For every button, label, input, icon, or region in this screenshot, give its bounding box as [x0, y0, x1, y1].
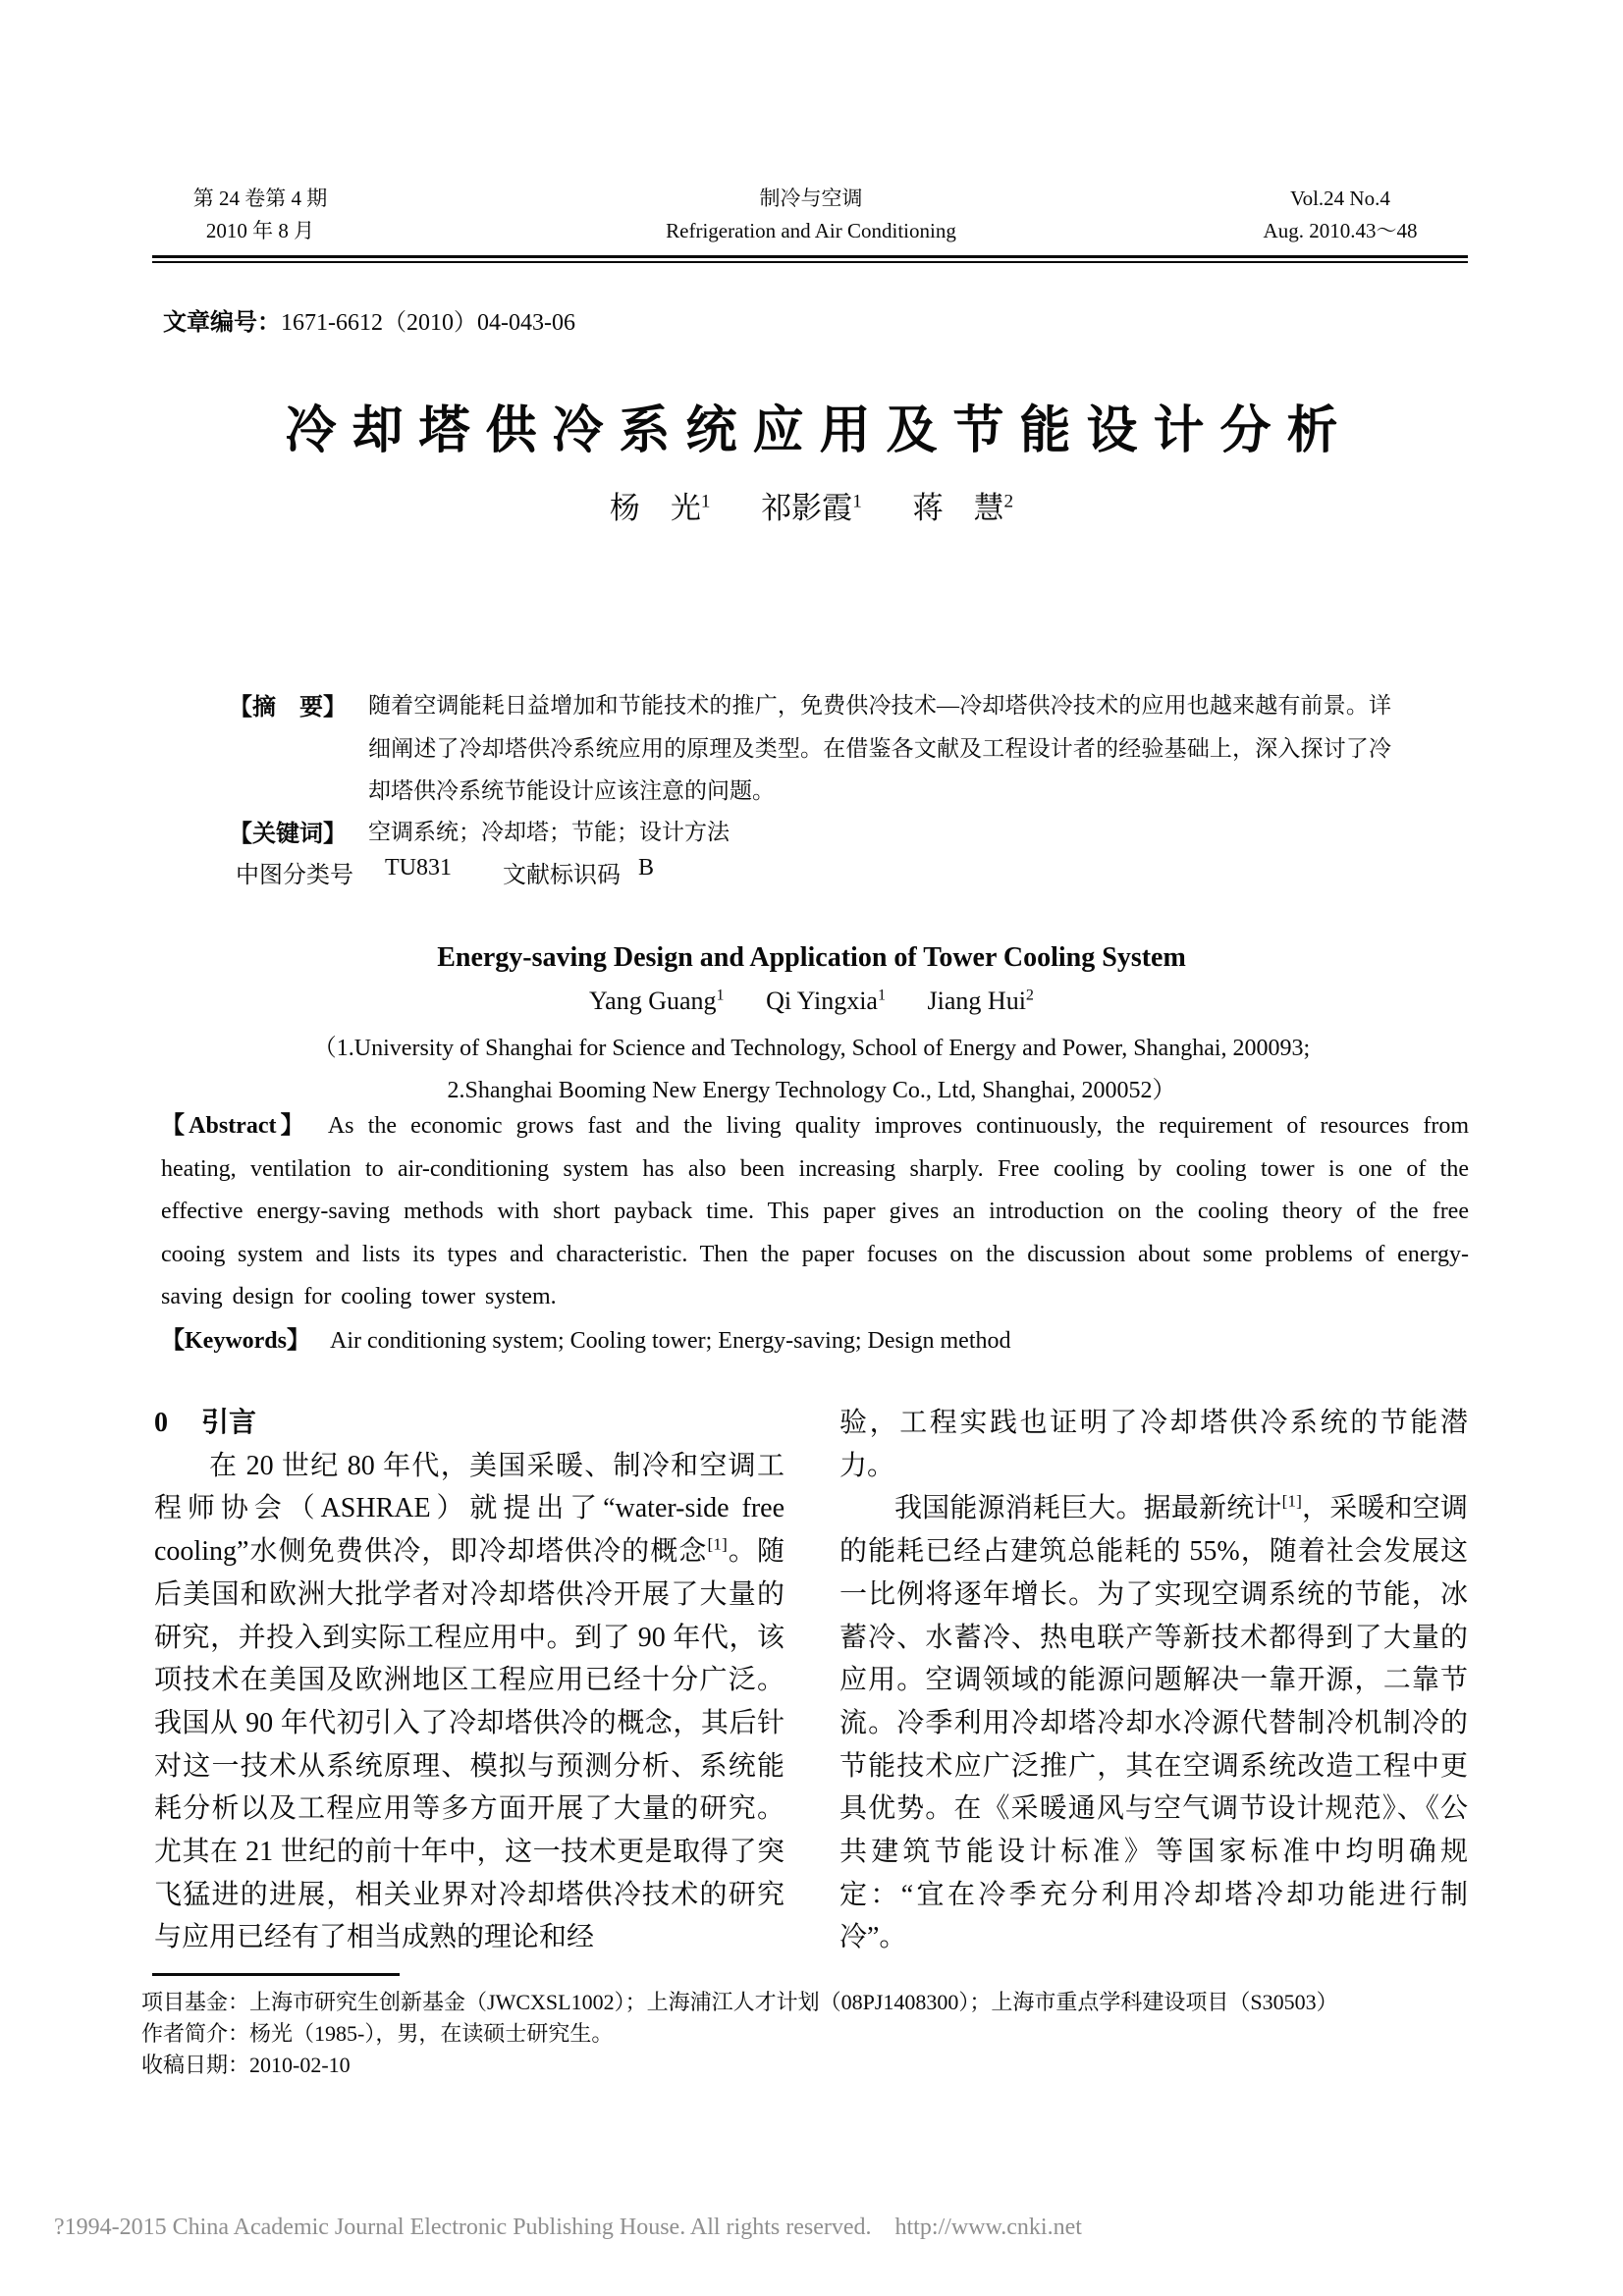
doc-code-value: B	[638, 855, 655, 881]
authors-en	[0, 987, 1623, 1016]
abstract-en-text: As the economic grows fast and the living quality improves continuously, the requirement of resources from heating, ventilation to air-conditioning system has also been increasing sharply. Free cooling by cooling tower is one of the effective energy-saving methods with short payback time. This paper gives an introduction on the cooling theory of the free cooing system and lists its types and characteristic. Then the paper focuses on the discussion about some problems of energy-saving design for cooling tower system.	[161, 1113, 1469, 1310]
keywords-cn-label: 【关键词】	[229, 822, 347, 847]
clc-value: TU831	[385, 855, 452, 881]
header-left	[147, 183, 373, 247]
author-en: Qi Yingxia$^1$	[766, 987, 887, 1015]
footnote-rule	[152, 1973, 400, 1976]
affiliation-1: （1.University of Shanghai for Science and Technology, School of Energy and Power, Shanghai, 200093;	[312, 1036, 1311, 1061]
author-cn: 蒋 慧$^2$	[912, 491, 1014, 525]
article-number-label: 文章编号：	[163, 310, 281, 336]
doc-code-label: 文献标识码	[503, 863, 621, 888]
intro-paragraph-2: 我国能源消耗巨大。据最新统计[1]，采暖和空调的能耗已经占建筑总能耗的 55%，随着社会发展这一比例将逐年增长。为了实现空调系统的节能，冰蓄冷、水蓄冷、热电联产等新技术都得到了大量的应用。空调领域的能源问题解决一靠开源，二靠节流。冷季利用冷却塔冷却水冷源代替制冷机制冷的节能技术应广泛推广，其在空调系统改造工程中更具优势。在《采暖通风与空气调节设计规范》、《公共建筑节能设计标准》等国家标准中均明确规定：“宜在冷季充分利用冷却塔冷却功能进行制冷”。	[839, 1492, 1468, 1953]
author-affil-sup: 2	[1025, 987, 1034, 1004]
cnki-watermark: ?1994-2015 China Academic Journal Electronic Publishing House. All rights reserved. http://www.cnki.net	[54, 2215, 1082, 2240]
header-date-cn: 2010 年 8 月	[205, 219, 315, 242]
body-left-column	[154, 1402, 784, 1959]
footnote-received-date: 收稿日期：2010-02-10	[141, 2053, 351, 2077]
intro-paragraph-1-continued: 验，工程实践也证明了冷却塔供冷系统的节能潜力。	[839, 1408, 1468, 1481]
abstract-cn-text: 随着空调能耗日益增加和节能技术的推广，免费供冷技术—冷却塔供冷技术的应用也越来越有前景。详细阐述了冷却塔供冷系统应用的原理及类型。在借鉴各文献及工程设计者的经验基础上，深入探讨了冷却塔供冷系统节能设计应该注意的问题。	[368, 693, 1391, 804]
keywords-cn-text: 空调系统；冷却塔；节能；设计方法	[368, 820, 730, 844]
author-affil-sup: 1	[877, 987, 887, 1004]
author-affil-sup: 1	[852, 491, 862, 512]
keywords-en-text: Air conditioning system; Cooling tower; Energy-saving; Design method	[330, 1328, 1011, 1354]
header-date-pages-en: Aug. 2010.43～48	[1263, 219, 1418, 242]
section-title: 引言	[201, 1408, 257, 1438]
affiliation-2: 2.Shanghai Booming New Energy Technology Co., Ltd, Shanghai, 200052）	[447, 1078, 1176, 1103]
citation-ref: [1]	[707, 1534, 728, 1554]
author-affil-sup: 2	[1003, 491, 1014, 512]
section-number: 0	[154, 1408, 168, 1438]
article-number-line	[163, 302, 575, 337]
header-volume-issue-en: Vol.24 No.4	[1290, 187, 1390, 210]
body-right-column	[839, 1402, 1468, 1959]
header-center	[467, 183, 1155, 247]
author-cn: 祁影霞$^1$	[761, 491, 862, 525]
footnote-author-bio: 作者简介：杨光（1985-），男，在读硕士研究生。	[141, 2021, 614, 2046]
paper-title-cn: 冷却塔供冷系统应用及节能设计分析	[285, 403, 1354, 459]
header-double-rule	[152, 255, 1468, 263]
abstract-cn-label: 【摘 要】	[229, 695, 347, 721]
authors-cn	[0, 483, 1623, 527]
journal-title-en: Refrigeration and Air Conditioning	[666, 219, 956, 242]
header-volume-issue-cn: 第 24 卷第 4 期	[192, 187, 328, 210]
author-en: Jiang Hui$^2$	[927, 987, 1034, 1015]
keywords-en	[161, 1320, 1010, 1355]
section-heading-intro	[154, 1402, 784, 1445]
paper-title-en: Energy-saving Design and Application of Tower Cooling System	[437, 942, 1186, 973]
citation-ref: [1]	[1281, 1492, 1302, 1512]
author-affil-sup: 1	[700, 491, 711, 512]
footnote-funding: 项目基金：上海市研究生创新基金（JWCXSL1002）；上海浦江人才计划（08PJ1408300）；上海市重点学科建设项目（S30503）	[141, 1990, 1338, 2014]
clc-label: 中图分类号	[236, 863, 353, 888]
abstract-en-label: 【Abstract】	[161, 1113, 308, 1139]
footnotes	[141, 1987, 1496, 2081]
author-en: Yang Guang$^1$	[589, 987, 725, 1015]
author-cn: 杨 光$^1$	[609, 491, 711, 525]
author-affil-sup: 1	[716, 987, 725, 1004]
keywords-en-label: 【Keywords】	[161, 1328, 310, 1354]
abstract-en	[161, 1105, 1469, 1319]
intro-paragraph-1: 在 20 世纪 80 年代，美国采暖、制冷和空调工程师协会（ASHRAE）就提出了“water-side free cooling”水侧免费供冷，即冷却塔供冷的概念[1]。随后美国和欧洲大批学者对冷却塔供冷开展了大量的研究，并投入到实际工程应用中。到了 90 年代，该项技术在美国及欧洲地区工程应用已经十分广泛。我国从 90 年代初引入了冷却塔供冷的概念，其后针对这一技术从系统原理、模拟与预测分析、系统能耗分析以及工程应用等多方面开展了大量的研究。尤其在 21 世纪的前十年中，这一技术更是取得了突飞猛进的进展，相关业界对冷却塔供冷技术的研究与应用已经有了相当成熟的理论和经	[154, 1450, 784, 1953]
journal-title-cn: 制冷与空调	[759, 187, 863, 210]
header-right	[1227, 183, 1453, 247]
article-number-value: 1671-6612（2010）04-043-06	[281, 310, 575, 336]
